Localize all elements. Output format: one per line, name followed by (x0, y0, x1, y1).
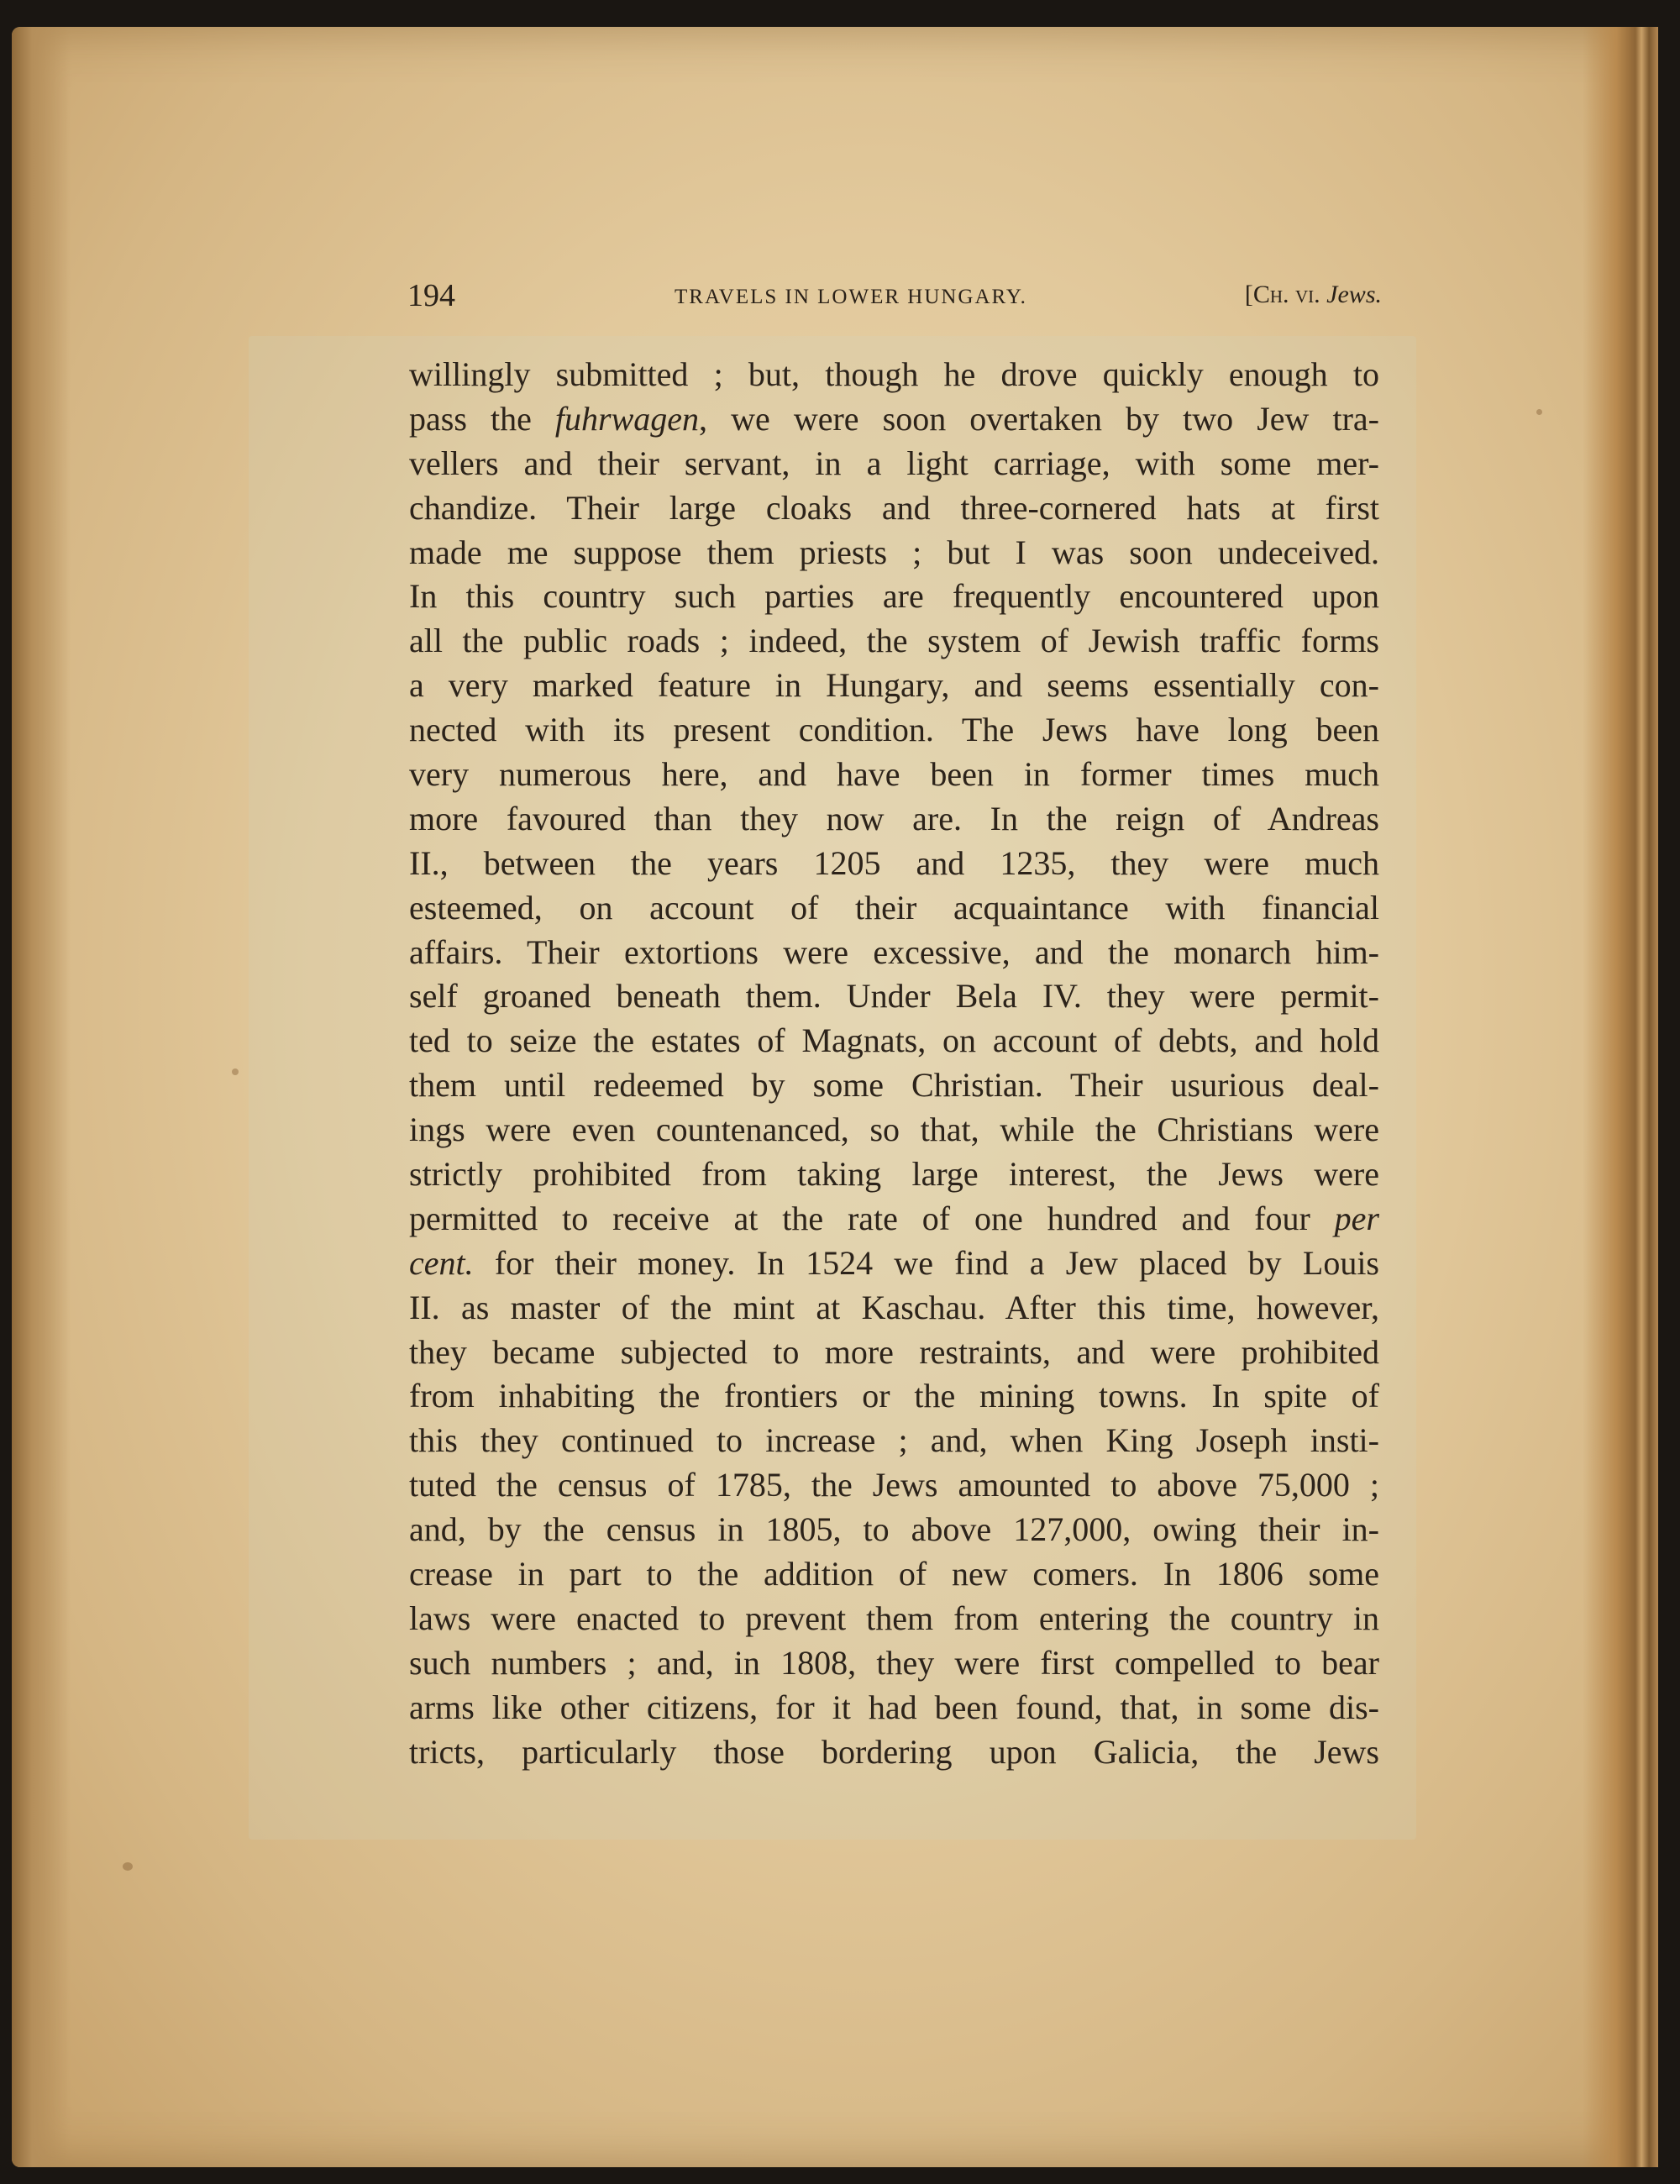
text-run: all the public roads ; indeed, the system of Jewish traffic forms (409, 622, 1379, 660)
text-line (409, 708, 1379, 753)
text-line (409, 974, 1379, 1019)
page-gutter-left (12, 27, 71, 2167)
text-line (409, 1108, 1379, 1152)
text-run: chandize. Their large cloaks and three-cornered hats at first (409, 488, 1379, 527)
text-line (409, 486, 1379, 531)
text-run: vellers and their servant, in a light carriage, with some mer- (409, 444, 1379, 482)
text-line (409, 1063, 1379, 1108)
text-line (409, 1374, 1379, 1419)
text-run: laws were enacted to prevent them from entering the country in (409, 1599, 1379, 1637)
text-line (409, 397, 1379, 442)
chapter-bracket: [ (1244, 281, 1253, 308)
text-line (409, 664, 1379, 708)
text-line (409, 1552, 1379, 1597)
text-run: this they continued to increase ; and, when King Joseph insti- (409, 1421, 1379, 1460)
text-run: affairs. Their extortions were excessive, and the monarch him- (409, 932, 1379, 971)
text-run: pass the (409, 399, 555, 438)
text-line (409, 1019, 1379, 1063)
text-run: , we were soon overtaken by two Jew tra- (699, 399, 1379, 438)
text-line (409, 842, 1379, 886)
text-run: permitted to receive at the rate of one hundred and four (409, 1199, 1335, 1237)
text-line (409, 1242, 1379, 1286)
text-run: and, by the census in 1805, to above 127,000, owing their in- (409, 1510, 1379, 1549)
text-line (409, 619, 1379, 664)
page-number: 194 (407, 278, 455, 313)
text-line (409, 442, 1379, 486)
text-run: ings were even countenanced, so that, while the Christians were (409, 1110, 1379, 1149)
text-run: nected with its present condition. The Jews have long been (409, 711, 1379, 749)
body-text (409, 353, 1379, 1775)
text-run: strictly prohibited from taking large interest, the Jews were (409, 1155, 1379, 1194)
chapter-reference (1245, 281, 1382, 309)
text-line (409, 1331, 1379, 1375)
text-line (409, 1286, 1379, 1331)
chapter-label: Ch. vi. (1252, 281, 1320, 308)
text-line (409, 531, 1379, 575)
text-line (409, 931, 1379, 975)
text-run: willingly submitted ; but, though he drove quickly enough to (409, 355, 1379, 393)
text-line (409, 1463, 1379, 1508)
text-run: them until redeemed by some Christian. Their usurious deal- (409, 1066, 1379, 1105)
text-run: II., between the years 1205 and 1235, they were much (409, 843, 1379, 882)
italic-term: cent. (409, 1243, 474, 1282)
text-run: arms like other citizens, for it had been found, that, in some dis- (409, 1688, 1379, 1726)
text-run: made me suppose them priests ; but I was soon undeceived. (409, 533, 1379, 571)
page-binding-right (1583, 27, 1658, 2167)
italic-term: fuhrwagen (554, 399, 700, 438)
text-run: they became subjected to more restraints, and were prohibited (409, 1332, 1379, 1371)
text-run: esteemed, on account of their acquaintance with financial (409, 888, 1379, 927)
text-line (409, 797, 1379, 842)
text-run: crease in part to the addition of new comers. In 1806 some (409, 1555, 1379, 1593)
chapter-topic: Jews. (1326, 281, 1382, 308)
text-line (409, 1641, 1379, 1686)
text-line (409, 1686, 1379, 1730)
text-run: tuted the census of 1785, the Jews amounted to above 75,000 ; (409, 1466, 1379, 1504)
text-line (409, 753, 1379, 797)
text-run: for their money. In 1524 we find a Jew placed by Louis (473, 1243, 1379, 1282)
text-line (409, 1730, 1379, 1775)
text-run: II. as master of the mint at Kaschau. After this time, however, (409, 1288, 1379, 1326)
text-line (409, 1597, 1379, 1641)
text-line (409, 575, 1379, 619)
text-line (409, 353, 1379, 397)
text-run: such numbers ; and, in 1808, they were first compelled to bear (409, 1643, 1379, 1682)
text-line (409, 1152, 1379, 1197)
text-run: ted to seize the estates of Magnats, on account of debts, and hold (409, 1021, 1379, 1060)
running-head (407, 277, 1382, 328)
foxing-spot (123, 1862, 133, 1871)
text-line (409, 886, 1379, 931)
text-run: tricts, particularly those bordering upon Galicia, the Jews (409, 1732, 1379, 1771)
text-run: more favoured than they now are. In the reign of Andreas (409, 799, 1379, 837)
text-run: a very marked feature in Hungary, and seems essentially con- (409, 666, 1379, 705)
foxing-spot (232, 1068, 239, 1075)
foxing-spot (1536, 409, 1542, 415)
italic-term: per (1334, 1199, 1379, 1237)
text-run: In this country such parties are frequently encountered upon (409, 577, 1379, 616)
text-run: very numerous here, and have been in former times much (409, 755, 1379, 794)
running-title: TRAVELS IN LOWER HUNGARY. (675, 286, 1027, 308)
text-line (409, 1197, 1379, 1242)
text-line (409, 1508, 1379, 1552)
text-run: from inhabiting the frontiers or the mining towns. In spite of (409, 1377, 1379, 1415)
text-line (409, 1419, 1379, 1463)
text-run: self groaned beneath them. Under Bela IV. they were permit- (409, 977, 1379, 1016)
